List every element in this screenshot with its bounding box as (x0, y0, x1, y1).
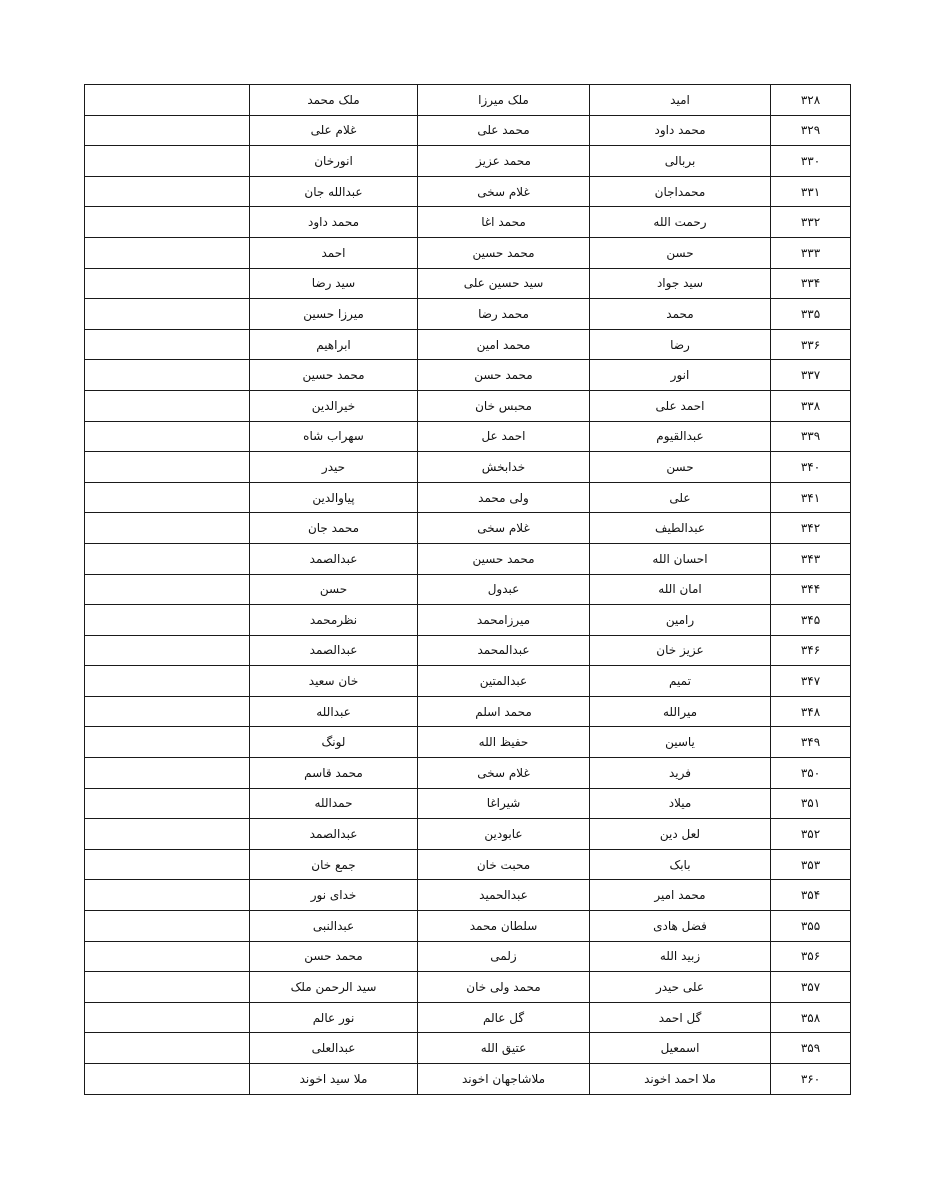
blank-cell (85, 605, 250, 636)
table-row (85, 421, 851, 452)
row-number-cell: ۳۲۹ (771, 115, 851, 146)
father-name-cell: میرزامحمد (418, 605, 590, 636)
grandfather-cell: جمع خان (250, 849, 418, 880)
table-row (85, 666, 851, 697)
grandfather-cell: لونگ (250, 727, 418, 758)
name-cell: محمد امیر (590, 880, 771, 911)
row-number-cell: ۳۶۰ (771, 1064, 851, 1095)
grandfather-cell: محمد جان (250, 513, 418, 544)
roster-table-body (85, 85, 851, 1095)
grandfather-cell: عبدالصمد (250, 819, 418, 850)
blank-cell (85, 268, 250, 299)
row-number-cell: ۳۴۸ (771, 696, 851, 727)
table-row (85, 237, 851, 268)
table-row (85, 360, 851, 391)
name-cell: رامین (590, 605, 771, 636)
row-number-cell: ۳۳۱ (771, 176, 851, 207)
blank-cell (85, 635, 250, 666)
table-row (85, 115, 851, 146)
father-name-cell: محمد اسلم (418, 696, 590, 727)
row-number-cell: ۳۴۵ (771, 605, 851, 636)
blank-cell (85, 482, 250, 513)
name-cell: میرالله (590, 696, 771, 727)
name-cell: فرید (590, 758, 771, 789)
table-row (85, 605, 851, 636)
table-row (85, 268, 851, 299)
blank-cell (85, 85, 250, 116)
father-name-cell: محبت خان (418, 849, 590, 880)
grandfather-cell: نور عالم (250, 1002, 418, 1033)
table-row (85, 696, 851, 727)
grandfather-cell: سید رضا (250, 268, 418, 299)
father-name-cell: غلام سخی (418, 176, 590, 207)
grandfather-cell: خدای نور (250, 880, 418, 911)
row-number-cell: ۳۴۴ (771, 574, 851, 605)
grandfather-cell: عبدالنبی (250, 911, 418, 942)
blank-cell (85, 911, 250, 942)
grandfather-cell: خان سعید (250, 666, 418, 697)
table-row (85, 146, 851, 177)
grandfather-cell: عبدالصمد (250, 543, 418, 574)
name-cell: اسمعیل (590, 1033, 771, 1064)
blank-cell (85, 207, 250, 238)
name-cell: زبید الله (590, 941, 771, 972)
blank-cell (85, 972, 250, 1003)
row-number-cell: ۳۴۰ (771, 452, 851, 483)
blank-cell (85, 452, 250, 483)
table-row (85, 207, 851, 238)
row-number-cell: ۳۲۸ (771, 85, 851, 116)
grandfather-cell: ابراهیم (250, 329, 418, 360)
name-cell: محمداجان (590, 176, 771, 207)
grandfather-cell: میرزا حسین (250, 299, 418, 330)
name-cell: رضا (590, 329, 771, 360)
row-number-cell: ۳۳۵ (771, 299, 851, 330)
father-name-cell: ولی محمد (418, 482, 590, 513)
name-cell: حسن (590, 452, 771, 483)
grandfather-cell: خیرالدین (250, 390, 418, 421)
blank-cell (85, 819, 250, 850)
row-number-cell: ۳۵۷ (771, 972, 851, 1003)
father-name-cell: عبدالمحمد (418, 635, 590, 666)
row-number-cell: ۳۳۶ (771, 329, 851, 360)
father-name-cell: غلام سخی (418, 758, 590, 789)
blank-cell (85, 727, 250, 758)
table-row (85, 941, 851, 972)
name-cell: امان الله (590, 574, 771, 605)
row-number-cell: ۳۵۵ (771, 911, 851, 942)
father-name-cell: محمد رضا (418, 299, 590, 330)
blank-cell (85, 758, 250, 789)
table-row (85, 911, 851, 942)
father-name-cell: عتیق الله (418, 1033, 590, 1064)
blank-cell (85, 666, 250, 697)
name-cell: علی (590, 482, 771, 513)
name-cell: حسن (590, 237, 771, 268)
father-name-cell: محمد ولی خان (418, 972, 590, 1003)
table-row (85, 880, 851, 911)
row-number-cell: ۳۵۳ (771, 849, 851, 880)
blank-cell (85, 513, 250, 544)
row-number-cell: ۳۵۱ (771, 788, 851, 819)
blank-cell (85, 788, 250, 819)
name-cell: عبدالقیوم (590, 421, 771, 452)
grandfather-cell: محمد قاسم (250, 758, 418, 789)
grandfather-cell: سهراب شاه (250, 421, 418, 452)
blank-cell (85, 360, 250, 391)
table-row (85, 1002, 851, 1033)
name-cell: گل احمد (590, 1002, 771, 1033)
table-row (85, 758, 851, 789)
father-name-cell: محمد حسن (418, 360, 590, 391)
father-name-cell: احمد عل (418, 421, 590, 452)
name-cell: عبدالطیف (590, 513, 771, 544)
row-number-cell: ۳۵۰ (771, 758, 851, 789)
grandfather-cell: حیدر (250, 452, 418, 483)
name-cell: سید جواد (590, 268, 771, 299)
table-row (85, 1033, 851, 1064)
grandfather-cell: احمد (250, 237, 418, 268)
table-row (85, 727, 851, 758)
row-number-cell: ۳۴۳ (771, 543, 851, 574)
blank-cell (85, 941, 250, 972)
father-name-cell: زلمی (418, 941, 590, 972)
grandfather-cell: غلام علی (250, 115, 418, 146)
row-number-cell: ۳۳۳ (771, 237, 851, 268)
table-row (85, 819, 851, 850)
table-row (85, 574, 851, 605)
table-row (85, 329, 851, 360)
row-number-cell: ۳۴۶ (771, 635, 851, 666)
table-row (85, 176, 851, 207)
father-name-cell: سید حسین علی (418, 268, 590, 299)
father-name-cell: سلطان محمد (418, 911, 590, 942)
row-number-cell: ۳۵۹ (771, 1033, 851, 1064)
name-cell: انور (590, 360, 771, 391)
row-number-cell: ۳۵۸ (771, 1002, 851, 1033)
name-cell: بربالی (590, 146, 771, 177)
grandfather-cell: پیاوالدین (250, 482, 418, 513)
name-cell: رحمت الله (590, 207, 771, 238)
blank-cell (85, 115, 250, 146)
name-cell: امید (590, 85, 771, 116)
row-number-cell: ۳۳۷ (771, 360, 851, 391)
grandfather-cell: عبدالصمد (250, 635, 418, 666)
father-name-cell: محبس خان (418, 390, 590, 421)
father-name-cell: ملاشاجهان اخوند (418, 1064, 590, 1095)
table-row (85, 543, 851, 574)
blank-cell (85, 176, 250, 207)
row-number-cell: ۳۴۷ (771, 666, 851, 697)
father-name-cell: محمد علی (418, 115, 590, 146)
table-row (85, 85, 851, 116)
roster-table (84, 84, 851, 1095)
grandfather-cell: حمدالله (250, 788, 418, 819)
grandfather-cell: محمد داود (250, 207, 418, 238)
table-row (85, 299, 851, 330)
table-row (85, 390, 851, 421)
name-cell: لعل دین (590, 819, 771, 850)
blank-cell (85, 390, 250, 421)
grandfather-cell: ملک محمد (250, 85, 418, 116)
father-name-cell: غلام سخی (418, 513, 590, 544)
name-cell: محمد (590, 299, 771, 330)
blank-cell (85, 696, 250, 727)
name-cell: فضل هادی (590, 911, 771, 942)
name-cell: یاسین (590, 727, 771, 758)
table-row (85, 849, 851, 880)
name-cell: تمیم (590, 666, 771, 697)
blank-cell (85, 880, 250, 911)
blank-cell (85, 543, 250, 574)
grandfather-cell: نظرمحمد (250, 605, 418, 636)
blank-cell (85, 329, 250, 360)
father-name-cell: خدابخش (418, 452, 590, 483)
blank-cell (85, 1064, 250, 1095)
blank-cell (85, 299, 250, 330)
row-number-cell: ۳۴۹ (771, 727, 851, 758)
father-name-cell: محمد عزیز (418, 146, 590, 177)
father-name-cell: حفیظ الله (418, 727, 590, 758)
blank-cell (85, 849, 250, 880)
grandfather-cell: سید الرحمن ملک (250, 972, 418, 1003)
blank-cell (85, 1002, 250, 1033)
grandfather-cell: محمد حسن (250, 941, 418, 972)
grandfather-cell: عبدالله (250, 696, 418, 727)
table-row (85, 788, 851, 819)
row-number-cell: ۳۵۴ (771, 880, 851, 911)
row-number-cell: ۳۵۶ (771, 941, 851, 972)
grandfather-cell: عبدالعلی (250, 1033, 418, 1064)
grandfather-cell: ملا سید اخوند (250, 1064, 418, 1095)
row-number-cell: ۳۳۲ (771, 207, 851, 238)
father-name-cell: محمد اغا (418, 207, 590, 238)
blank-cell (85, 146, 250, 177)
name-cell: علی حیدر (590, 972, 771, 1003)
blank-cell (85, 237, 250, 268)
name-cell: احسان الله (590, 543, 771, 574)
row-number-cell: ۳۳۴ (771, 268, 851, 299)
row-number-cell: ۳۴۱ (771, 482, 851, 513)
father-name-cell: عبدالحمید (418, 880, 590, 911)
row-number-cell: ۳۵۲ (771, 819, 851, 850)
name-cell: میلاد (590, 788, 771, 819)
father-name-cell: عابودین (418, 819, 590, 850)
table-row (85, 482, 851, 513)
name-cell: ملا احمد اخوند (590, 1064, 771, 1095)
row-number-cell: ۳۴۲ (771, 513, 851, 544)
row-number-cell: ۳۳۰ (771, 146, 851, 177)
table-row (85, 972, 851, 1003)
grandfather-cell: عبدالله جان (250, 176, 418, 207)
name-cell: احمد علی (590, 390, 771, 421)
father-name-cell: عبدالمتین (418, 666, 590, 697)
blank-cell (85, 421, 250, 452)
name-cell: بابک (590, 849, 771, 880)
father-name-cell: عبدول (418, 574, 590, 605)
table-row (85, 635, 851, 666)
blank-cell (85, 1033, 250, 1064)
father-name-cell: ملک میرزا (418, 85, 590, 116)
row-number-cell: ۳۳۸ (771, 390, 851, 421)
grandfather-cell: حسن (250, 574, 418, 605)
father-name-cell: گل عالم (418, 1002, 590, 1033)
blank-cell (85, 574, 250, 605)
father-name-cell: شیراغا (418, 788, 590, 819)
father-name-cell: محمد امین (418, 329, 590, 360)
table-row (85, 1064, 851, 1095)
grandfather-cell: محمد حسین (250, 360, 418, 391)
name-cell: عزیز خان (590, 635, 771, 666)
father-name-cell: محمد حسین (418, 543, 590, 574)
name-cell: محمد داود (590, 115, 771, 146)
grandfather-cell: انورخان (250, 146, 418, 177)
table-row (85, 513, 851, 544)
father-name-cell: محمد حسین (418, 237, 590, 268)
row-number-cell: ۳۳۹ (771, 421, 851, 452)
table-row (85, 452, 851, 483)
